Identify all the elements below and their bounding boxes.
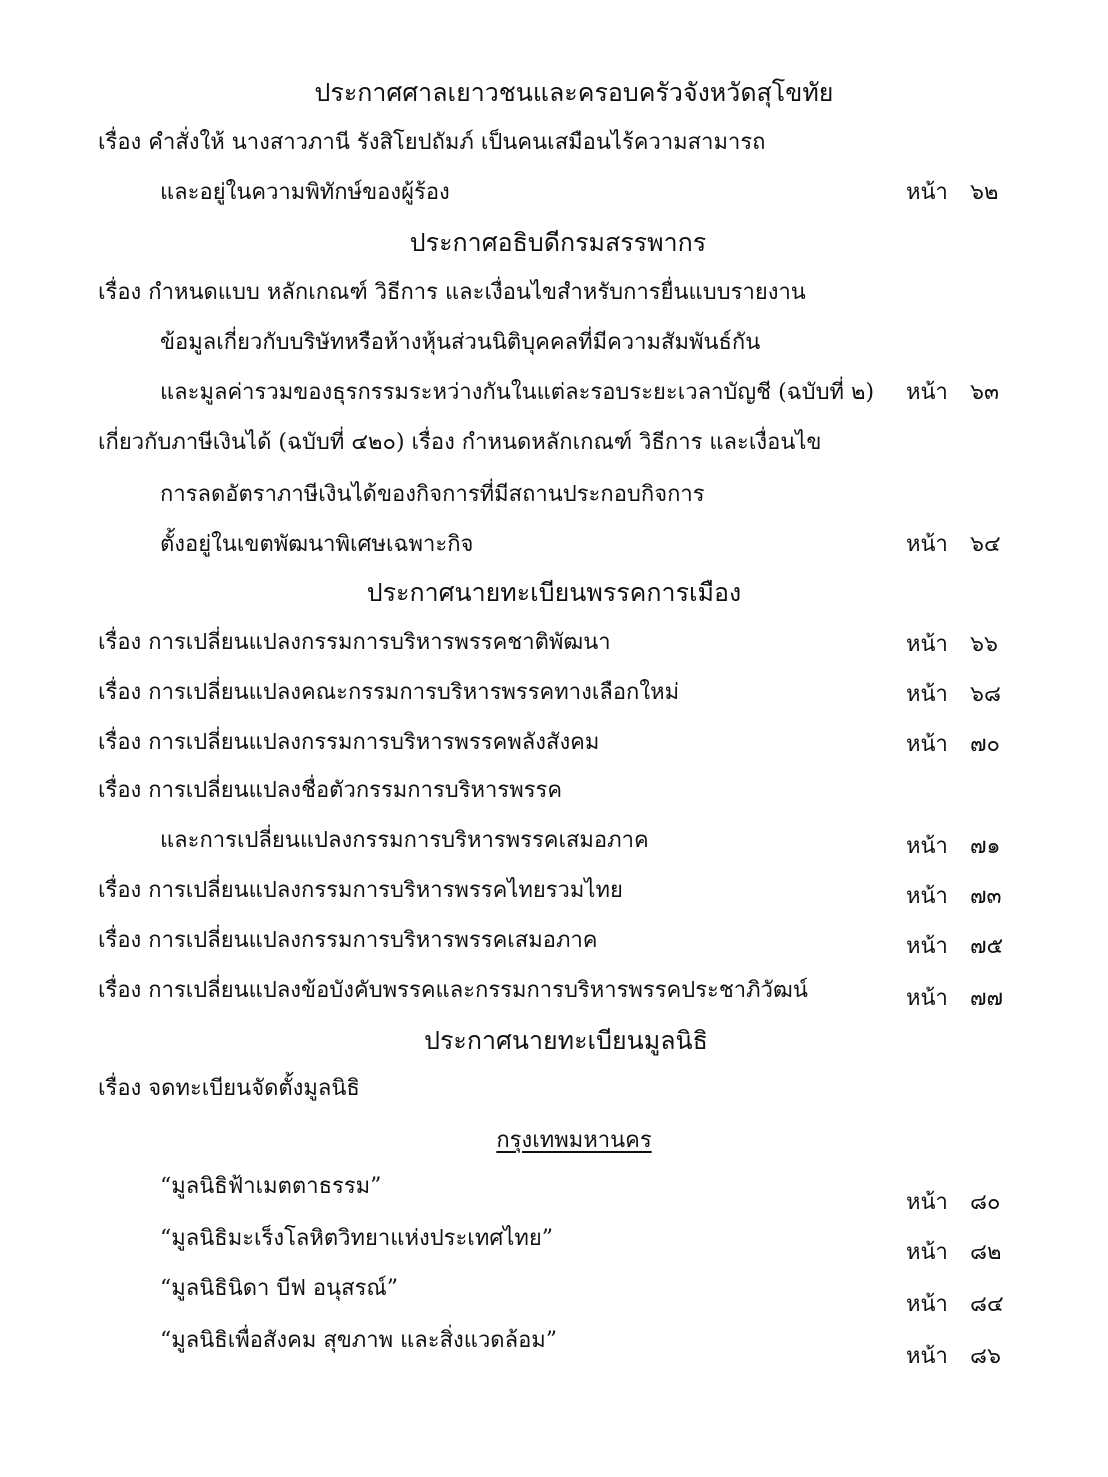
entry-line: เรื่อง การเปลี่ยนแปลงกรรมการบริหารพรรคชาติพัฒนา (98, 630, 611, 655)
entry-line: “มูลนิธิมะเร็งโลหิตวิทยาแห่งประเทศไทย” (160, 1226, 553, 1251)
entry-line: “มูลนิธินิดา บีฟ อนุสรณ์” (160, 1276, 399, 1301)
page-label: หน้า (906, 532, 948, 557)
page-number: ๗๓ (970, 884, 1002, 909)
entry-line: เรื่อง การเปลี่ยนแปลงกรรมการบริหารพรรคเสมอภาค (98, 928, 598, 953)
entry-line: เกี่ยวกับภาษีเงินได้ (ฉบับที่ ๔๒๐) เรื่อง กำหนดหลักเกณฑ์ วิธีการ และเงื่อนไข (98, 430, 822, 455)
entry-line: และมูลค่ารวมของธุรกรรมระหว่างกันในแต่ละรอบระยะเวลาบัญชี (ฉบับที่ ๒) (160, 380, 875, 405)
page-number: ๘๐ (970, 1190, 1001, 1215)
entry-line: เรื่อง การเปลี่ยนแปลงกรรมการบริหารพรรคไทยรวมไทย (98, 878, 623, 903)
entry-line: ข้อมูลเกี่ยวกับบริษัทหรือห้างหุ้นส่วนนิติบุคคลที่มีความสัมพันธ์กัน (160, 330, 761, 355)
page-number: ๖๘ (970, 682, 1001, 707)
entry-line: เรื่อง คำสั่งให้ นางสาวภานี รังสิโยปถัมภ์ เป็นคนเสมือนไร้ความสามารถ (98, 130, 766, 155)
page-number: ๗๑ (970, 834, 1001, 859)
page-label: หน้า (906, 934, 948, 959)
page-label: หน้า (906, 1292, 948, 1317)
entry-line: เรื่อง การเปลี่ยนแปลงคณะกรรมการบริหารพรรคทางเลือกใหม่ (98, 680, 680, 705)
page-label: หน้า (906, 1190, 948, 1215)
page-label: หน้า (906, 180, 948, 205)
page-number: ๖๓ (970, 380, 1000, 405)
entry-line: เรื่อง การเปลี่ยนแปลงกรรมการบริหารพรรคพลังสังคม (98, 730, 600, 755)
page-number: ๗๕ (970, 934, 1004, 959)
section-heading: ประกาศอธิบดีกรมสรรพากร (409, 228, 707, 257)
page-number: ๗๗ (970, 986, 1004, 1011)
entry-line: และอยู่ในความพิทักษ์ของผู้ร้อง (160, 180, 450, 205)
section-heading: ประกาศศาลเยาวชนและครอบครัวจังหวัดสุโขทัย (314, 78, 834, 107)
page-label: หน้า (906, 732, 948, 757)
page-label: หน้า (906, 682, 948, 707)
subheading-bangkok: กรุงเทพมหานคร (496, 1128, 652, 1153)
page-label: หน้า (906, 834, 948, 859)
page-label: หน้า (906, 884, 948, 909)
page-number: ๖๒ (970, 180, 999, 205)
entry-line: เรื่อง การเปลี่ยนแปลงชื่อตัวกรรมการบริหารพรรค (98, 778, 563, 803)
section-heading: ประกาศนายทะเบียนมูลนิธิ (424, 1026, 708, 1055)
entry-line: “มูลนิธิเพื่อสังคม สุขภาพ และสิ่งแวดล้อม” (160, 1328, 558, 1353)
page-number: ๖๔ (970, 532, 1001, 557)
entry-line: การลดอัตราภาษีเงินได้ของกิจการที่มีสถานประกอบกิจการ (160, 482, 705, 507)
page-label: หน้า (906, 632, 948, 657)
entry-line: “มูลนิธิฟ้าเมตตาธรรม” (160, 1174, 382, 1199)
page-number: ๘๔ (970, 1292, 1004, 1317)
section-heading: ประกาศนายทะเบียนพรรคการเมือง (366, 578, 742, 607)
entry-line: เรื่อง การเปลี่ยนแปลงข้อบังคับพรรคและกรรมการบริหารพรรคประชาภิวัฒน์ (98, 978, 808, 1003)
intro-line: เรื่อง จดทะเบียนจัดตั้งมูลนิธิ (98, 1076, 360, 1101)
page-label: หน้า (906, 1240, 948, 1265)
page-number: ๘๖ (970, 1344, 1001, 1369)
page-number: ๗๐ (970, 732, 1000, 757)
entry-line: เรื่อง กำหนดแบบ หลักเกณฑ์ วิธีการ และเงื่อนไขสำหรับการยื่นแบบรายงาน (98, 280, 806, 305)
page-label: หน้า (906, 380, 948, 405)
page-number: ๘๒ (970, 1240, 1002, 1265)
page-label: หน้า (906, 1344, 948, 1369)
entry-line: ตั้งอยู่ในเขตพัฒนาพิเศษเฉพาะกิจ (160, 532, 474, 557)
page-label: หน้า (906, 986, 948, 1011)
entry-line: และการเปลี่ยนแปลงกรรมการบริหารพรรคเสมอภาค (160, 828, 649, 853)
page-number: ๖๖ (970, 632, 998, 657)
